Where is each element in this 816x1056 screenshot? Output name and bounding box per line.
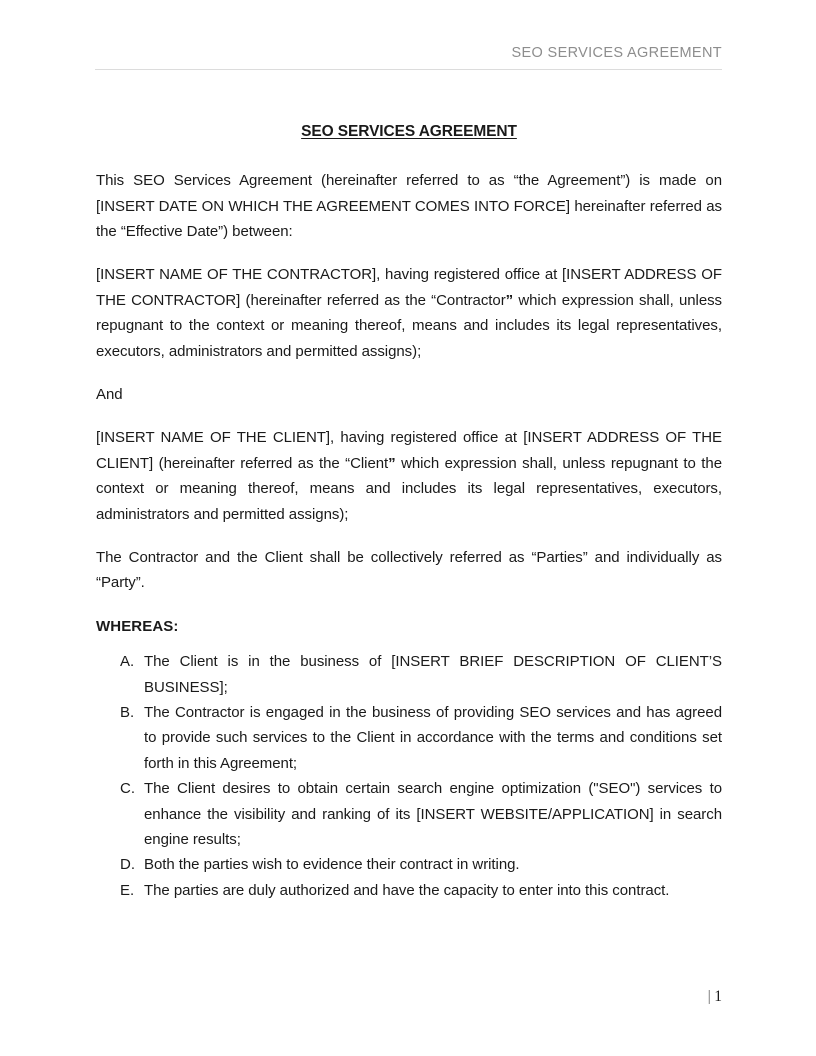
paragraph-recital-date: [96, 168, 722, 244]
paragraph-text: And: [96, 385, 123, 403]
list-item-text: The Client desires to obtain certain search engine optimization ("SEO") services to enhance the visibility and ranking of its [INSERT WEBSITE/APPLICATION] in search engine results;: [144, 780, 722, 849]
paragraph-text: [INSERT NAME OF THE CLIENT], having registered office at [INSERT ADDRESS OF THE CLIENT] (hereinafter referred as the “Client: [96, 429, 722, 472]
whereas-heading-text: WHEREAS:: [96, 617, 179, 635]
list-item-text: The parties are duly authorized and have the capacity to enter into this contract.: [144, 881, 670, 899]
running-header-title: SEO SERVICES AGREEMENT: [511, 45, 722, 61]
page-title: [96, 122, 722, 142]
document-body: [96, 122, 722, 903]
list-item: [96, 649, 722, 700]
paragraph-text: [INSERT NAME OF THE CONTRACTOR], having registered office at [INSERT ADDRESS OF THE CONTRACTOR] (hereinafter referred as the “Contractor: [96, 266, 722, 309]
page-title-text: SEO SERVICES AGREEMENT: [301, 123, 517, 140]
running-header: [95, 44, 722, 70]
list-item: [96, 852, 722, 877]
footer-separator: |: [707, 988, 712, 1005]
whereas-heading: [96, 614, 722, 639]
list-item-text: The Client is in the business of [INSERT BRIEF DESCRIPTION OF CLIENT’S BUSINESS];: [144, 653, 722, 696]
paragraph-contractor: [96, 262, 722, 364]
paragraph-text-cont: which expression shall, unless repugnant to the context or meaning thereof, means and includes its legal representatives, executors, administrators and permitted assigns);: [96, 291, 723, 360]
list-item-text: The Contractor is engaged in the business of providing SEO services and has agreed to provide such services to the Client in accordance with the terms and conditions set forth in this Agreement;: [144, 704, 722, 772]
list-item: [96, 878, 722, 903]
paragraph-client: [96, 425, 722, 527]
list-item-text: Both the parties wish to evidence their contract in writing.: [144, 856, 520, 874]
running-footer: [96, 988, 722, 1006]
paragraph-text: This SEO Services Agreement (hereinafter referred to as “the Agreement”) is made on [INSERT DATE ON WHICH THE AGREEMENT COMES INTO FORCE] hereinafter referred as the “Effective Date”) between:: [96, 172, 722, 240]
paragraph-bold-quote: ”: [388, 454, 396, 472]
whereas-list: [96, 649, 722, 903]
paragraph-text: The Contractor and the Client shall be collectively referred as “Parties” and individually as “Party”.: [96, 549, 722, 592]
list-item: [96, 776, 722, 852]
paragraph-bold-quote: ”: [505, 291, 514, 309]
list-item: [96, 700, 722, 776]
paragraph-parties: [96, 545, 722, 596]
page-number: 1: [714, 988, 722, 1005]
paragraph-and: [96, 382, 722, 407]
paragraph-text-cont: which expression shall, unless repugnant to the context or meaning thereof, means and includes its legal representatives, executors, administrators and permitted assigns);: [96, 454, 722, 523]
